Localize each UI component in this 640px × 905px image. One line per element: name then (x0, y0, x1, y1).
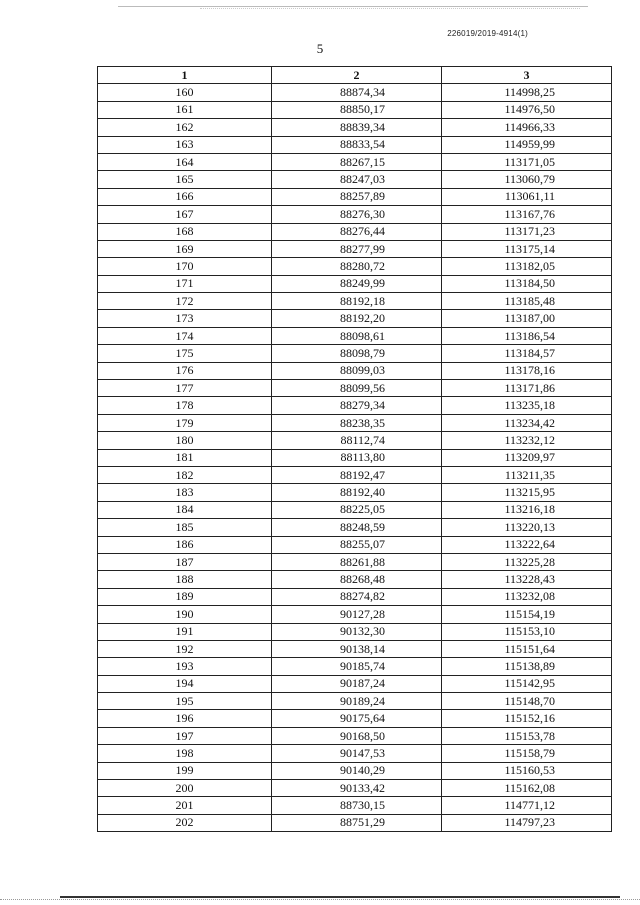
x-coordinate-cell: 88276,30 (272, 206, 442, 223)
y-coordinate-cell: 113232,12 (442, 432, 612, 449)
x-coordinate-cell: 88112,74 (272, 432, 442, 449)
x-coordinate-cell: 88099,56 (272, 380, 442, 397)
y-coordinate-cell: 115138,89 (442, 658, 612, 675)
x-coordinate-cell: 88255,07 (272, 536, 442, 553)
y-coordinate-cell: 113228,43 (442, 571, 612, 588)
y-coordinate-cell: 113167,76 (442, 206, 612, 223)
table-row (98, 293, 612, 310)
column-header-1: 1 (98, 67, 272, 84)
y-coordinate-cell: 113185,48 (442, 293, 612, 310)
table-row (98, 693, 612, 710)
table-row (98, 606, 612, 623)
point-number-cell: 180 (98, 432, 272, 449)
table-row (98, 380, 612, 397)
point-number-cell: 195 (98, 693, 272, 710)
table-header-row (98, 67, 612, 84)
table-row (98, 571, 612, 588)
point-number-cell: 182 (98, 466, 272, 483)
point-number-cell: 172 (98, 293, 272, 310)
x-coordinate-cell: 88751,29 (272, 814, 442, 831)
table-row (98, 814, 612, 831)
x-coordinate-cell: 90133,42 (272, 780, 442, 797)
x-coordinate-cell: 88261,88 (272, 553, 442, 570)
top-edge-line (118, 6, 588, 7)
table-row (98, 675, 612, 692)
point-number-cell: 179 (98, 414, 272, 431)
y-coordinate-cell: 113222,64 (442, 536, 612, 553)
point-number-cell: 165 (98, 171, 272, 188)
y-coordinate-cell: 113186,54 (442, 327, 612, 344)
table-row (98, 640, 612, 657)
x-coordinate-cell: 88099,03 (272, 362, 442, 379)
x-coordinate-cell: 88249,99 (272, 275, 442, 292)
table-row (98, 553, 612, 570)
x-coordinate-cell: 90187,24 (272, 675, 442, 692)
x-coordinate-cell: 90127,28 (272, 606, 442, 623)
table-row (98, 432, 612, 449)
y-coordinate-cell: 113060,79 (442, 171, 612, 188)
y-coordinate-cell: 114959,99 (442, 136, 612, 153)
point-number-cell: 201 (98, 797, 272, 814)
y-coordinate-cell: 113220,13 (442, 519, 612, 536)
table-row (98, 536, 612, 553)
point-number-cell: 178 (98, 397, 272, 414)
y-coordinate-cell: 113182,05 (442, 258, 612, 275)
document-code: 226019/2019-4914(1) (447, 29, 528, 38)
table-row (98, 136, 612, 153)
table-row (98, 345, 612, 362)
x-coordinate-cell: 88268,48 (272, 571, 442, 588)
x-coordinate-cell: 90175,64 (272, 710, 442, 727)
table-row (98, 397, 612, 414)
table-row (98, 119, 612, 136)
table-row (98, 414, 612, 431)
x-coordinate-cell: 88267,15 (272, 153, 442, 170)
y-coordinate-cell: 113171,23 (442, 223, 612, 240)
y-coordinate-cell: 113171,86 (442, 380, 612, 397)
table-row (98, 206, 612, 223)
table-row (98, 171, 612, 188)
y-coordinate-cell: 115158,79 (442, 745, 612, 762)
y-coordinate-cell: 114771,12 (442, 797, 612, 814)
table-row (98, 101, 612, 118)
x-coordinate-cell: 88192,40 (272, 484, 442, 501)
point-number-cell: 185 (98, 519, 272, 536)
y-coordinate-cell: 113211,35 (442, 466, 612, 483)
top-edge-line-faint (200, 8, 580, 9)
y-coordinate-cell: 113171,05 (442, 153, 612, 170)
point-number-cell: 194 (98, 675, 272, 692)
x-coordinate-cell: 88248,59 (272, 519, 442, 536)
point-number-cell: 163 (98, 136, 272, 153)
y-coordinate-cell: 113215,95 (442, 484, 612, 501)
point-number-cell: 198 (98, 745, 272, 762)
x-coordinate-cell: 88225,05 (272, 501, 442, 518)
point-number-cell: 173 (98, 310, 272, 327)
point-number-cell: 176 (98, 362, 272, 379)
x-coordinate-cell: 90185,74 (272, 658, 442, 675)
table-row (98, 153, 612, 170)
point-number-cell: 192 (98, 640, 272, 657)
column-header-3: 3 (442, 67, 612, 84)
x-coordinate-cell: 88839,34 (272, 119, 442, 136)
y-coordinate-cell: 113225,28 (442, 553, 612, 570)
x-coordinate-cell: 88192,47 (272, 466, 442, 483)
x-coordinate-cell: 88874,34 (272, 84, 442, 101)
x-coordinate-cell: 88279,34 (272, 397, 442, 414)
x-coordinate-cell: 88247,03 (272, 171, 442, 188)
table-row (98, 327, 612, 344)
point-number-cell: 166 (98, 188, 272, 205)
y-coordinate-cell: 115152,16 (442, 710, 612, 727)
point-number-cell: 167 (98, 206, 272, 223)
point-number-cell: 170 (98, 258, 272, 275)
y-coordinate-cell: 115153,78 (442, 727, 612, 744)
y-coordinate-cell: 113235,18 (442, 397, 612, 414)
x-coordinate-cell: 90140,29 (272, 762, 442, 779)
x-coordinate-cell: 88833,54 (272, 136, 442, 153)
table-row (98, 658, 612, 675)
y-coordinate-cell: 113216,18 (442, 501, 612, 518)
table-row (98, 240, 612, 257)
column-header-2: 2 (272, 67, 442, 84)
y-coordinate-cell: 113232,08 (442, 588, 612, 605)
y-coordinate-cell: 115148,70 (442, 693, 612, 710)
y-coordinate-cell: 115160,53 (442, 762, 612, 779)
point-number-cell: 200 (98, 780, 272, 797)
x-coordinate-cell: 88257,89 (272, 188, 442, 205)
x-coordinate-cell: 90138,14 (272, 640, 442, 657)
point-number-cell: 177 (98, 380, 272, 397)
point-number-cell: 175 (98, 345, 272, 362)
y-coordinate-cell: 115153,10 (442, 623, 612, 640)
y-coordinate-cell: 113061,11 (442, 188, 612, 205)
point-number-cell: 196 (98, 710, 272, 727)
point-number-cell: 189 (98, 588, 272, 605)
table-row (98, 258, 612, 275)
x-coordinate-cell: 90132,30 (272, 623, 442, 640)
y-coordinate-cell: 113187,00 (442, 310, 612, 327)
y-coordinate-cell: 114797,23 (442, 814, 612, 831)
table-row (98, 466, 612, 483)
point-number-cell: 168 (98, 223, 272, 240)
y-coordinate-cell: 114966,33 (442, 119, 612, 136)
bottom-edge-line (60, 896, 620, 898)
y-coordinate-cell: 115154,19 (442, 606, 612, 623)
y-coordinate-cell: 114998,25 (442, 84, 612, 101)
point-number-cell: 199 (98, 762, 272, 779)
x-coordinate-cell: 90168,50 (272, 727, 442, 744)
page-number: 5 (316, 41, 324, 56)
table-row (98, 84, 612, 101)
coordinates-table (97, 66, 612, 832)
x-coordinate-cell: 88098,79 (272, 345, 442, 362)
y-coordinate-cell: 113178,16 (442, 362, 612, 379)
table-row (98, 362, 612, 379)
point-number-cell: 160 (98, 84, 272, 101)
y-coordinate-cell: 113234,42 (442, 414, 612, 431)
table-row (98, 762, 612, 779)
point-number-cell: 190 (98, 606, 272, 623)
table-row (98, 223, 612, 240)
x-coordinate-cell: 88277,99 (272, 240, 442, 257)
table-body (98, 84, 612, 832)
point-number-cell: 184 (98, 501, 272, 518)
x-coordinate-cell: 88280,72 (272, 258, 442, 275)
point-number-cell: 193 (98, 658, 272, 675)
table-row (98, 188, 612, 205)
x-coordinate-cell: 90189,24 (272, 693, 442, 710)
table-row (98, 710, 612, 727)
x-coordinate-cell: 88098,61 (272, 327, 442, 344)
point-number-cell: 171 (98, 275, 272, 292)
x-coordinate-cell: 88730,15 (272, 797, 442, 814)
point-number-cell: 164 (98, 153, 272, 170)
y-coordinate-cell: 114976,50 (442, 101, 612, 118)
x-coordinate-cell: 88113,80 (272, 449, 442, 466)
table-row (98, 484, 612, 501)
table-row (98, 745, 612, 762)
point-number-cell: 188 (98, 571, 272, 588)
y-coordinate-cell: 113209,97 (442, 449, 612, 466)
y-coordinate-cell: 113184,50 (442, 275, 612, 292)
point-number-cell: 187 (98, 553, 272, 570)
table-row (98, 588, 612, 605)
table-row (98, 623, 612, 640)
table-row (98, 727, 612, 744)
y-coordinate-cell: 115162,08 (442, 780, 612, 797)
table-row (98, 797, 612, 814)
point-number-cell: 186 (98, 536, 272, 553)
point-number-cell: 174 (98, 327, 272, 344)
table-row (98, 449, 612, 466)
x-coordinate-cell: 88850,17 (272, 101, 442, 118)
x-coordinate-cell: 88274,82 (272, 588, 442, 605)
x-coordinate-cell: 90147,53 (272, 745, 442, 762)
x-coordinate-cell: 88192,18 (272, 293, 442, 310)
table-row (98, 501, 612, 518)
table-row (98, 275, 612, 292)
point-number-cell: 181 (98, 449, 272, 466)
point-number-cell: 197 (98, 727, 272, 744)
x-coordinate-cell: 88192,20 (272, 310, 442, 327)
table-row (98, 310, 612, 327)
point-number-cell: 183 (98, 484, 272, 501)
point-number-cell: 161 (98, 101, 272, 118)
y-coordinate-cell: 115151,64 (442, 640, 612, 657)
bottom-edge-line-faint (0, 899, 640, 900)
x-coordinate-cell: 88276,44 (272, 223, 442, 240)
point-number-cell: 162 (98, 119, 272, 136)
point-number-cell: 202 (98, 814, 272, 831)
point-number-cell: 191 (98, 623, 272, 640)
table-row (98, 780, 612, 797)
x-coordinate-cell: 88238,35 (272, 414, 442, 431)
y-coordinate-cell: 113184,57 (442, 345, 612, 362)
point-number-cell: 169 (98, 240, 272, 257)
table-row (98, 519, 612, 536)
y-coordinate-cell: 113175,14 (442, 240, 612, 257)
y-coordinate-cell: 115142,95 (442, 675, 612, 692)
